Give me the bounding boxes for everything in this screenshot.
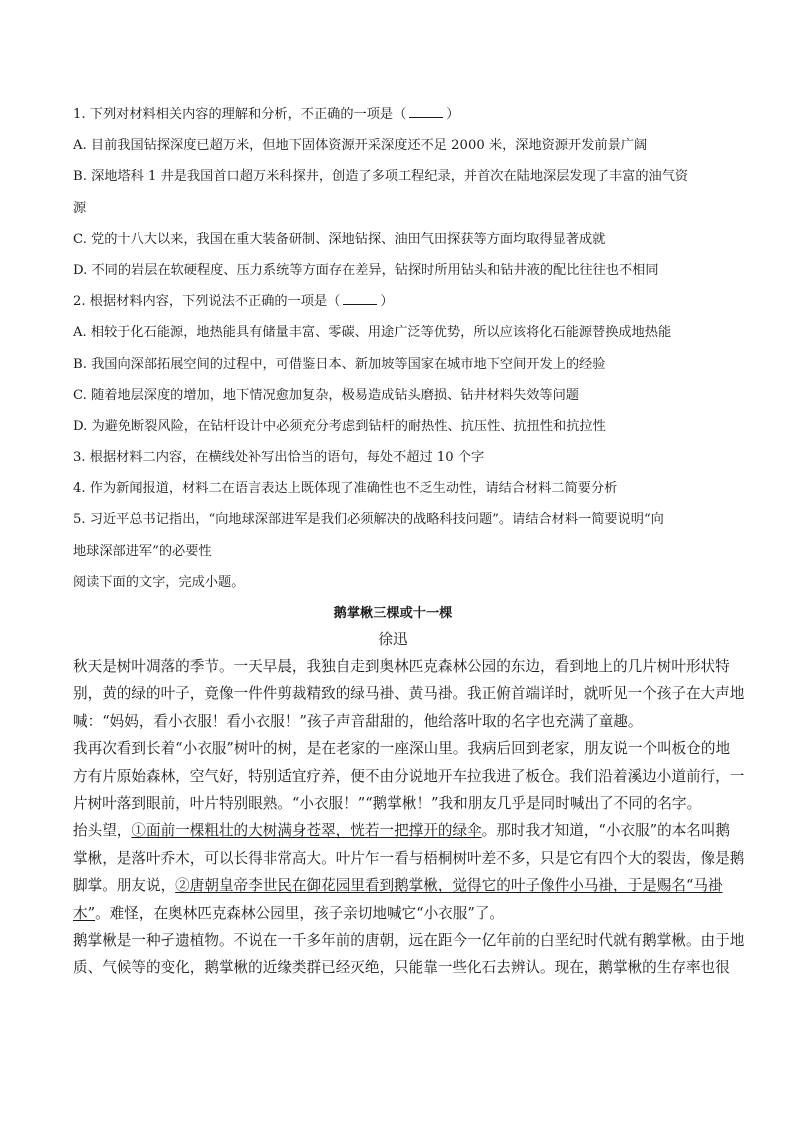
q2-option-c: C. 随着地层深度的增加，地下情况愈加复杂，极易造成钻头磨损、钻井材料失效等问题: [73, 387, 579, 403]
answer-blank: [409, 103, 443, 118]
paragraph-2: [73, 735, 745, 817]
text-line: 秋天是树叶凋落的季节。一天早晨，我独自走到奥林匹克森林公园的东边，看到地上的几片树叶形状特: [73, 658, 730, 675]
q1-option-a: A. 目前我国钻探深度已超万米，但地下固体资源开采深度还不足 2000 米，深地资源开发前景广阔: [73, 138, 648, 154]
text-line: 方有片原始森林，空气好，特别适宜疗养，便不由分说地开车拉我进了板仓。我们沿着溪边小道前行，一: [73, 767, 745, 785]
text-line: 掌楸，是落叶乔木，可以长得非常高大。叶片乍一看与梧桐树叶差不多，只是它有四个大的裂齿，像是鹅: [73, 849, 745, 867]
text-line: 脚掌。朋友说，②唐朝皇帝李世民在御花园里看到鹅掌楸，觉得它的叶子像件小马褂，于是赐名“马褂: [73, 877, 723, 895]
q1-option-b: B. 深地塔科 1 井是我国首口超万米科探井，创造了多项工程纪录，并首次在陆地深层发现了丰富的油气资: [73, 169, 689, 185]
answer-blank: [343, 290, 377, 305]
article-author: 徐迅: [378, 631, 408, 648]
q2-option-a: A. 相较于化石能源，地热能具有储量丰富、零碳、用途广泛等优势，所以应该将化石能源替换成地热能: [73, 325, 672, 341]
q1-option-c: C. 党的十八大以来，我国在重大装备研制、深地钻探、油田气田探获等方面均取得显著成就: [73, 231, 606, 247]
text-line: 质、气候等的变化，鹅掌楸的近缘类群已经灭绝，只能靠一些化石去辨认。现在，鹅掌楸的生存率也很: [73, 959, 730, 977]
q1-option-b-cont: 源: [73, 200, 87, 216]
text-line: 鹅掌楸是一种孑遗植物。不说在一千多年前的唐朝，远在距今一亿年前的白垩纪时代就有鹅掌楸。由于地: [73, 931, 745, 949]
underlined-sentence-2: ②唐朝皇帝李世民在御花园里看到鹅掌楸，觉得它的叶子像件小马褂，于是赐名“马褂: [175, 877, 723, 895]
question-5: 5. 习近平总书记指出，“向地球深部进军是我们必须解决的战略科技问题”。请结合材料一简要说明“向: [73, 512, 664, 528]
q2-option-b: B. 我国向深部拓展空间的过程中，可借鉴日本、新加坡等国家在城市地下空间开发上的经验: [73, 356, 606, 372]
q1-option-d: D. 不同的岩层在软硬程度、压力系统等方面存在差异，钻探时所用钻头和钻井液的配比往往也不相同: [73, 262, 659, 278]
text-line: 喊：“妈妈，看小衣服！看小衣服！”孩子声音甜甜的，他给落叶取的名字也充满了童趣。: [73, 712, 643, 730]
underlined-sentence-2-cont: 木”: [73, 904, 96, 922]
paragraph-3: [73, 817, 745, 927]
question-2-stem: 2. 根据材料内容，下列说法不正确的一项是（ ）: [73, 286, 713, 317]
text-line: 我再次看到长着“小衣服”树叶的树，是在老家的一座深山里。我病后回到老家，朋友说一个叫板仓的地: [73, 740, 731, 758]
question-3: 3. 根据材料二内容，在横线处补写出恰当的语句，每处不超过 10 个字: [73, 450, 485, 466]
article-title: 鹅掌楸三棵或十一棵: [333, 606, 453, 621]
paragraph-1: [73, 653, 745, 735]
text-line: 别，黄的绿的叶子，竟像一件件剪裁精致的绿马褂、黄马褂。我正俯首端详时，就听见一个孩子在大声地: [73, 685, 745, 703]
text-line: 抬头望，①面前一棵粗壮的大树满身苍翠，恍若一把撑开的绿伞。那时我才知道，“小衣服”的本名叫鹅: [73, 822, 731, 840]
document-content: [73, 99, 745, 982]
underlined-sentence-1: ①面前一棵粗壮的大树满身苍翠，恍若一把撑开的绿伞: [131, 822, 482, 840]
question-4: 4. 作为新闻报道，材料二在语言表达上既体现了准确性也不乏生动性，请结合材料二简要分析: [73, 481, 618, 497]
question-5-cont: 地球深部进军”的必要性: [73, 543, 212, 559]
paragraph-4: [73, 927, 745, 982]
text-line: 片树叶落到眼前，叶片特别眼熟。“小衣服！”“鹅掌楸！”我和朋友几乎是同时喊出了不同的名字。: [73, 794, 702, 812]
q2-option-d: D. 为避免断裂风险，在钻杆设计中必须充分考虑到钻杆的耐热性、抗压性、抗扭性和抗拉性: [73, 418, 606, 434]
question-1-stem: 1. 下列对材料相关内容的理解和分析，不正确的一项是（ ）: [73, 99, 713, 130]
reading-instruction: 阅读下面的文字，完成小题。: [73, 574, 245, 590]
text-line: 木”。难怪，在奥林匹克森林公园里，孩子亲切地喊它“小衣服”了。: [73, 904, 505, 922]
